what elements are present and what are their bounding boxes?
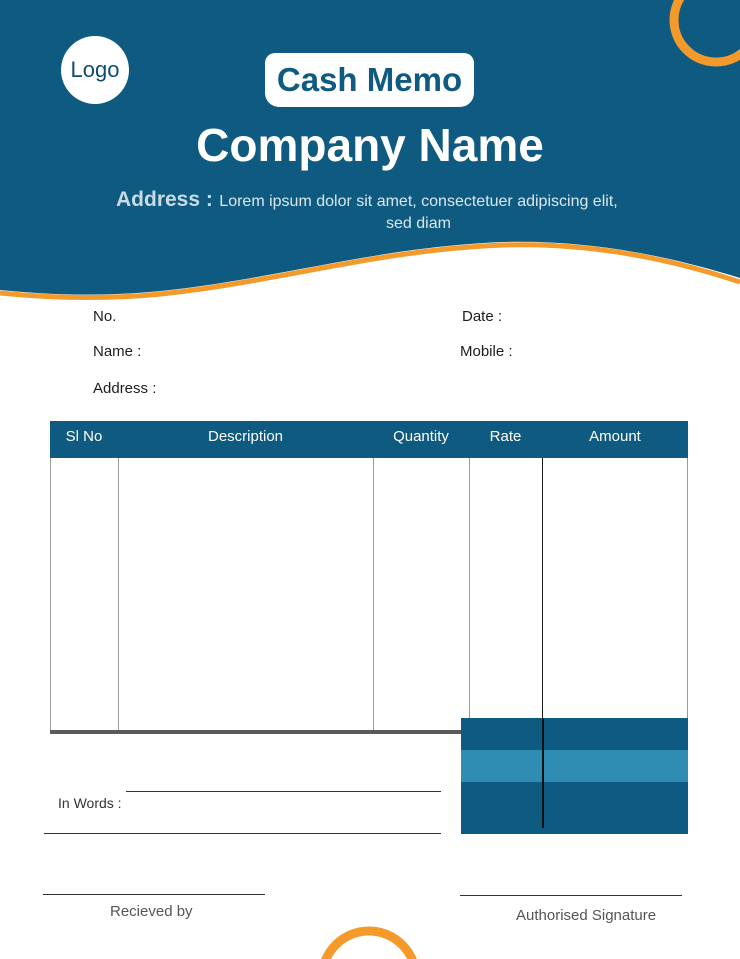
total-row-1 bbox=[461, 718, 688, 750]
address-text: Lorem ipsum dolor sit amet, consectetuer adipiscing elit, sed diam bbox=[219, 193, 618, 232]
total-row-3 bbox=[461, 782, 688, 834]
company-name: Company Name bbox=[196, 119, 544, 171]
totals-divider bbox=[542, 718, 544, 828]
items-table bbox=[50, 421, 688, 731]
customer-address-label: Address : bbox=[93, 380, 157, 397]
totals-block bbox=[461, 718, 688, 834]
divider-rate-amount bbox=[542, 458, 543, 718]
in-words-label: In Words : bbox=[58, 795, 122, 811]
table-bottom-rule bbox=[50, 730, 462, 734]
column-rate: Rate bbox=[489, 428, 522, 445]
divider-desc-qty bbox=[373, 458, 374, 731]
divider-sl-desc bbox=[118, 458, 119, 731]
in-words-line-1 bbox=[126, 791, 441, 792]
received-by-label: Recieved by bbox=[110, 903, 193, 920]
column-amount: Amount bbox=[589, 428, 641, 445]
column-description: Description bbox=[207, 428, 284, 445]
date-label: Date : bbox=[462, 308, 503, 325]
column-quantity: Quantity bbox=[393, 428, 449, 445]
no-label: No. bbox=[93, 308, 117, 325]
in-words-line-2 bbox=[44, 833, 441, 834]
signature-line bbox=[460, 895, 682, 896]
authorised-signature-label: Authorised Signature bbox=[516, 907, 657, 924]
address-label: Address : bbox=[116, 188, 213, 211]
bottom-ring bbox=[322, 931, 416, 959]
total-row-2 bbox=[461, 750, 688, 782]
column-sl-no: Sl No bbox=[65, 428, 103, 445]
divider-qty-rate bbox=[469, 458, 470, 718]
logo: Logo bbox=[61, 36, 129, 104]
name-label: Name : bbox=[93, 343, 142, 360]
mobile-label: Mobile : bbox=[460, 343, 513, 360]
document-title: Cash Memo bbox=[265, 53, 474, 107]
received-by-line bbox=[43, 894, 265, 895]
